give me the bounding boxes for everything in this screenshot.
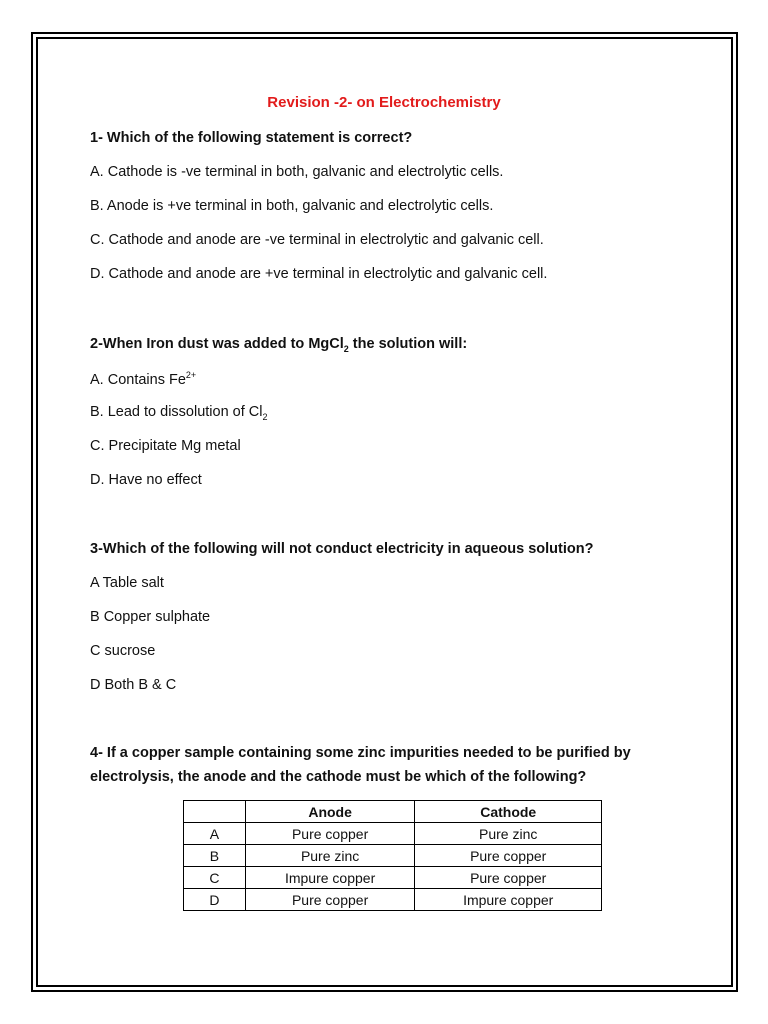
question-4-line-1: 4- If a copper sample containing some zinc impurities needed to be purified by: [90, 745, 631, 761]
table-header-row: [184, 801, 602, 823]
table-cell: B: [184, 845, 246, 867]
q1-option-c: C. Cathode and anode are -ve terminal in electrolytic and galvanic cell.: [90, 232, 544, 248]
table-cell: C: [184, 867, 246, 889]
table-row: [184, 823, 602, 845]
table-row: [184, 867, 602, 889]
table-cell: Pure copper: [415, 845, 602, 867]
q2-option-d: D. Have no effect: [90, 472, 202, 488]
q3-option-a: A Table salt: [90, 575, 164, 591]
q3-option-b: B Copper sulphate: [90, 609, 211, 625]
table-cell: Impure copper: [415, 889, 602, 911]
q3-option-c: C sucrose: [90, 643, 156, 659]
table-row: [184, 845, 602, 867]
question-3: 3-Which of the following will not conduct electricity in aqueous solution?: [90, 541, 594, 557]
q1-option-d: D. Cathode and anode are +ve terminal in electrolytic and galvanic cell.: [90, 266, 548, 282]
table-row: [184, 889, 602, 911]
table-cell: D: [184, 889, 246, 911]
table-cell: Pure copper: [245, 889, 415, 911]
q2-option-b: B. Lead to dissolution of $Cl_2$: [90, 404, 268, 422]
q1-option-a: A. Cathode is -ve terminal in both, galvanic and electrolytic cells.: [90, 164, 504, 180]
table-cell: Pure zinc: [245, 845, 415, 867]
table-header-cell: [184, 801, 246, 823]
table-cell: Pure zinc: [415, 823, 602, 845]
table-cell: A: [184, 823, 246, 845]
q3-option-d: D Both B & C: [90, 677, 177, 693]
question-2: 2-When Iron dust was added to MgCl$_2$ the solution will:: [90, 336, 468, 354]
q2-option-a: A. Contains $Fe^{2+}$: [90, 370, 197, 388]
table-cell: Pure copper: [415, 867, 602, 889]
q2-option-c: C. Precipitate Mg metal: [90, 438, 241, 454]
table-header-cell: Cathode: [415, 801, 602, 823]
table-cell: Pure copper: [245, 823, 415, 845]
question-4-line-2: electrolysis, the anode and the cathode must be which of the following?: [90, 769, 587, 785]
q1-option-b: B. Anode is +ve terminal in both, galvanic and electrolytic cells.: [90, 198, 494, 214]
question-1: 1- Which of the following statement is correct?: [90, 130, 413, 146]
table-cell: Impure copper: [245, 867, 415, 889]
answer-table: [183, 800, 602, 911]
table-header-cell: Anode: [245, 801, 415, 823]
page-title: Revision -2- on Electrochemistry: [267, 94, 501, 111]
